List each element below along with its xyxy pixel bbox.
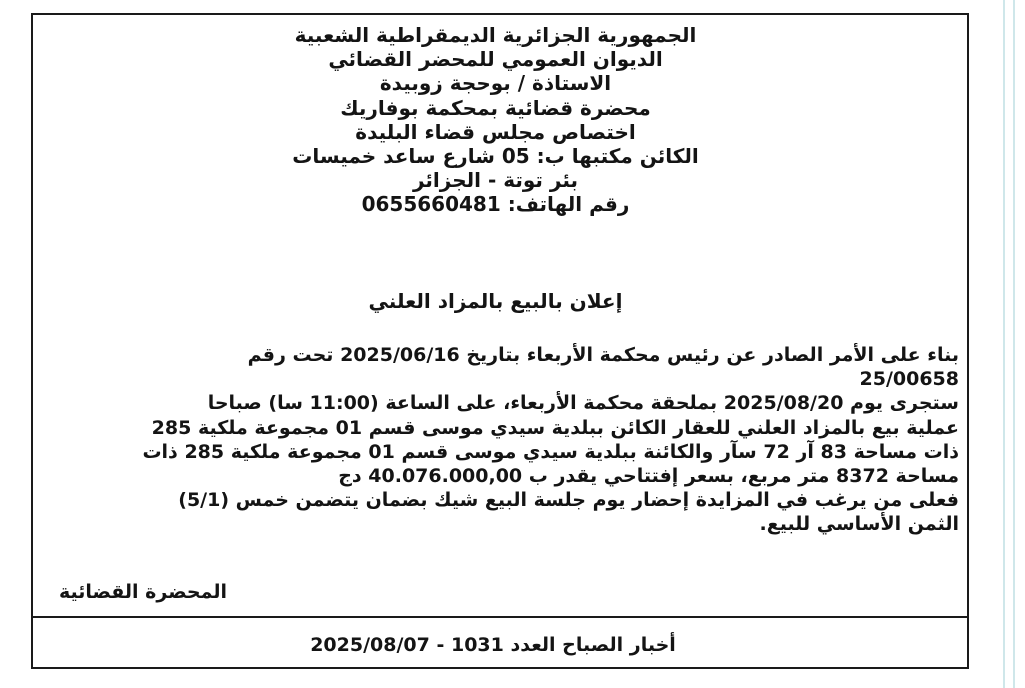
header-line-country: الجمهورية الجزائرية الديمقراطية الشعبية <box>294 23 697 47</box>
signature: المحضرة القضائية <box>58 581 227 603</box>
header-line-jurisdiction: اختصاص مجلس قضاء البليدة <box>355 119 636 144</box>
issuer-header <box>283 23 708 217</box>
header-line-office: الديوان العمومي للمحضر القضائي <box>328 47 663 72</box>
scan-edge-stripe <box>1003 0 1005 688</box>
scan-edge-stripe <box>1013 0 1015 688</box>
body-line-base-price: الثمن الأساسي للبيع. <box>759 513 959 536</box>
body-line-order: بناء على الأمر الصادر عن رئيس محكمة الأربعاء بتاريخ 2025/06/16 تحت رقم <box>247 344 959 366</box>
publication-footer: أخبار الصباح العدد 1031 - 2025/08/07 <box>310 634 676 656</box>
header-line-name: الاستاذة / بوحجة زوبيدة <box>379 71 612 96</box>
body-line-guarantee: فعلى من يرغب في المزايدة إحضار يوم جلسة البيع شيك بضمان يتضمن خمس (5/1) <box>178 489 959 512</box>
announcement-title: إعلان بالبيع بالمزاد العلني <box>368 289 623 313</box>
header-line-city: بئر توتة - الجزائر <box>412 168 579 193</box>
header-line-address: الكائن مكتبها ب: 05 شارع ساعد خميسات <box>292 144 699 169</box>
footer-divider <box>33 616 967 618</box>
body-line-order-number: 25/00658 <box>859 368 959 391</box>
body-line-price: مساحة 8372 متر مربع، بسعر إفتتاحي يقدر ب 40.076.000,00 دج <box>338 465 959 488</box>
body-line-property: عملية بيع بالمزاد العلني للعقار الكائن ببلدية سيدي موسى قسم 01 مجموعة ملكية 285 <box>151 416 959 439</box>
body-line-date-time: ستجرى يوم 2025/08/20 بملحقة محكمة الأربعاء، على الساعة (11:00 سا) صباحا <box>207 392 959 415</box>
body-line-area: ذات مساحة 83 آر 72 سآر والكائنة ببلدية سيدي موسى قسم 01 مجموعة ملكية 285 ذات <box>142 440 959 463</box>
header-line-court: محضرة قضائية بمحكمة بوفاريك <box>340 95 651 120</box>
header-line-phone: رقم الهاتف: 0655660481 <box>361 192 630 217</box>
notice-frame <box>31 13 969 669</box>
notice-body <box>41 343 959 537</box>
